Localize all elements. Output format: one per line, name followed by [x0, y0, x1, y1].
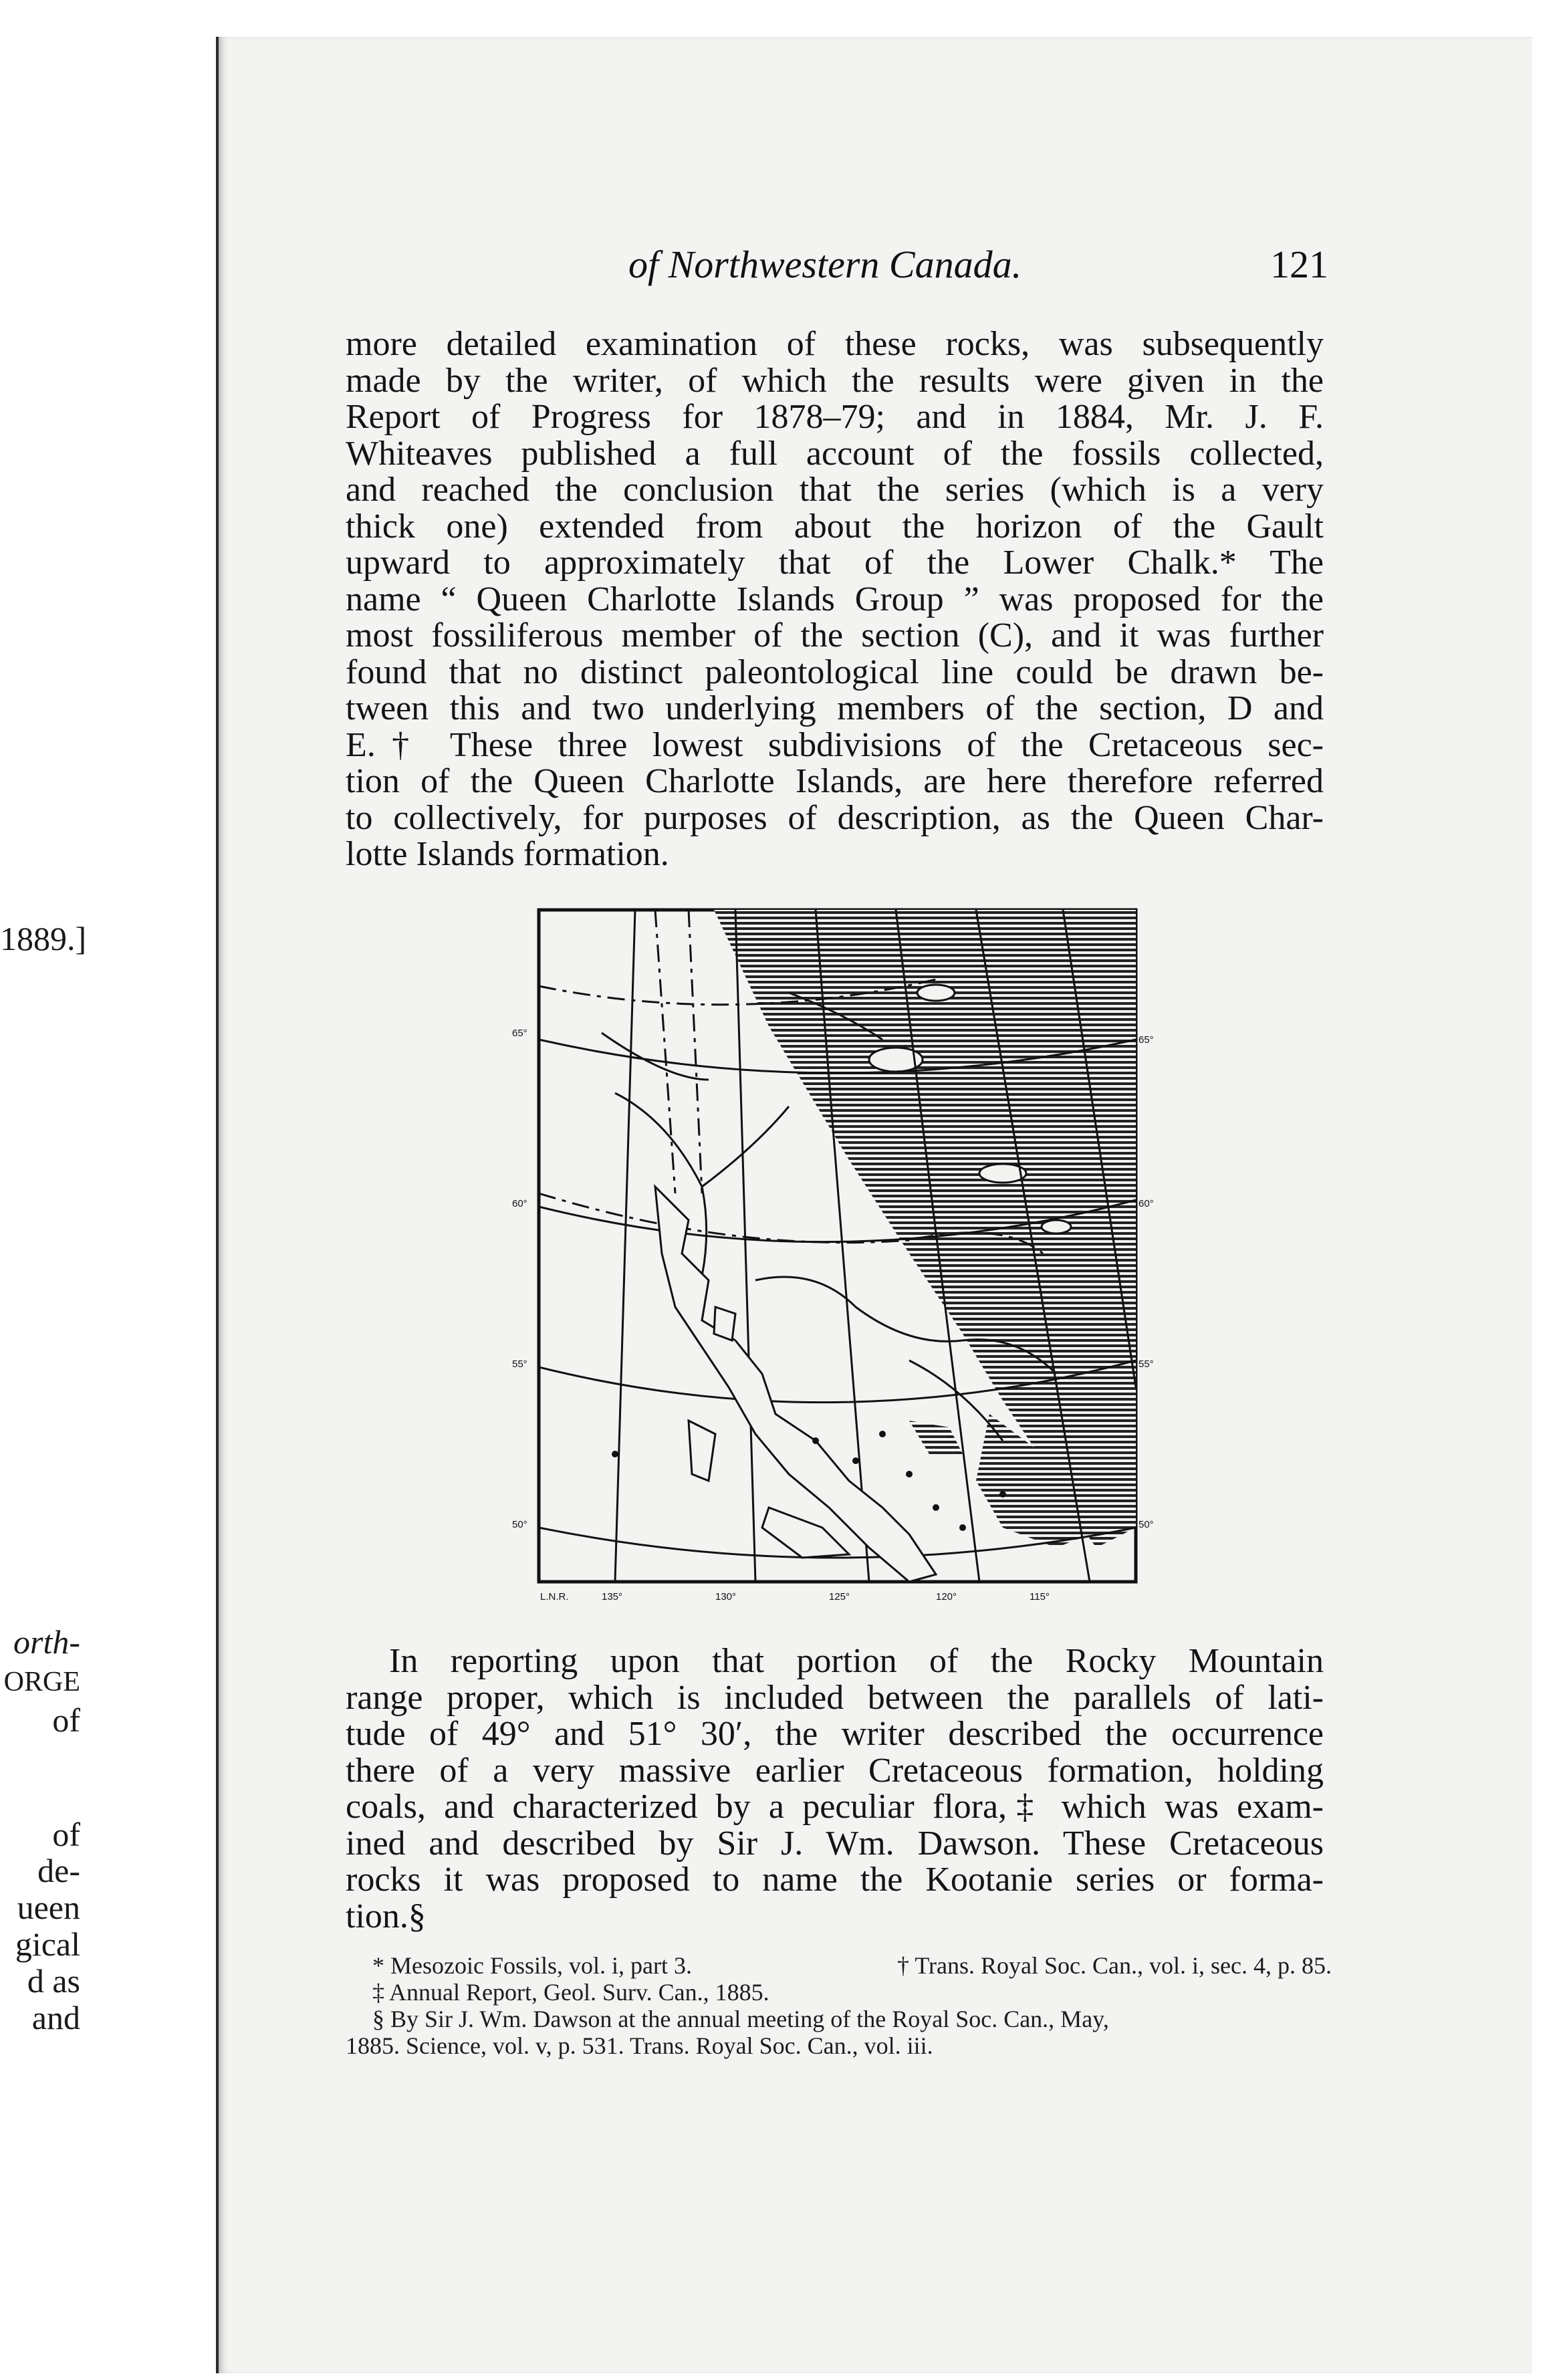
- lat-label-right: 65°: [1138, 1034, 1154, 1046]
- prev-page-fragment: d as: [27, 1962, 80, 2000]
- text-line: name “ Queen Charlotte Islands Group ” was proposed for the: [346, 580, 1324, 618]
- prev-page-fragment: orth-: [13, 1623, 80, 1661]
- lat-label-left: 50°: [512, 1519, 527, 1530]
- text-line: tude of 49° and 51° 30′, the writer described the occurrence: [346, 1715, 1324, 1753]
- text-line: more detailed examination of these rocks, was subsequently: [346, 325, 1324, 363]
- lon-label: 135°: [602, 1591, 623, 1602]
- text-line: E.† These three lowest subdivisions of the Cretaceous sec-: [346, 725, 1324, 764]
- text-line: Whiteaves published a full account of the fossils collected,: [346, 434, 1324, 473]
- paragraph-2: [346, 1643, 1324, 1935]
- text-line: to collectively, for purposes of description, as the Queen Char-: [346, 798, 1324, 837]
- footnote-3: ‡ Annual Report, Geol. Surv. Can., 1885.: [372, 1979, 769, 2006]
- lat-label-right: 55°: [1138, 1358, 1154, 1370]
- text-line: Report of Progress for 1878–79; and in 1884, Mr. J. F.: [346, 398, 1324, 436]
- footnote-2: † Trans. Royal Soc. Can., vol. i, sec. 4, p. 85.: [896, 1952, 1332, 1979]
- lon-label: 120°: [936, 1591, 957, 1602]
- prev-page-fragment: de-: [37, 1852, 80, 1889]
- text-line: made by the writer, of which the results were given in the: [346, 361, 1324, 400]
- running-head: of Northwestern Canada.: [628, 243, 1022, 286]
- text-line: found that no distinct paleontological line could be drawn be-: [346, 652, 1324, 691]
- page-number: 121: [1270, 243, 1328, 286]
- lon-label: L.N.R.: [540, 1591, 569, 1602]
- lon-label: 125°: [829, 1591, 850, 1602]
- prev-page-fragment: and: [31, 1999, 80, 2036]
- text-line: rocks it was proposed to name the Kootanie series or forma-: [346, 1861, 1324, 1899]
- prev-page-fragment: of: [52, 1816, 80, 1853]
- lat-label-left: 65°: [512, 1028, 527, 1039]
- prev-page-fragment: gical: [15, 1925, 80, 1963]
- text-line: thick one) extended from about the horizon of the Gault: [346, 507, 1324, 546]
- prev-page-fragment: of: [52, 1701, 80, 1739]
- prev-page-bracket: 1889.]: [0, 920, 87, 957]
- text-line: tion.§: [346, 1897, 426, 1935]
- footnote-1: * Mesozoic Fossils, vol. i, part 3.: [372, 1952, 692, 1979]
- text-line: upward to approximately that of the Lower Chalk.* The: [346, 544, 1324, 582]
- lat-label-right: 60°: [1138, 1198, 1154, 1209]
- prev-page-fragment: ORGE: [3, 1667, 80, 1697]
- text-line: most fossiliferous member of the section (C), and it was further: [346, 616, 1324, 654]
- text-line: there of a very massive earlier Cretaceous formation, holding: [346, 1751, 1324, 1790]
- text-line: tion of the Queen Charlotte Islands, are here therefore referred: [346, 762, 1324, 800]
- previous-page-margin: [0, 0, 216, 2380]
- lat-label-left: 55°: [512, 1358, 527, 1370]
- text-line: coals, and characterized by a peculiar flora,‡ which was exam-: [346, 1788, 1324, 1826]
- footnotes: [346, 1952, 1332, 2059]
- text-line: lotte Islands formation.: [346, 835, 669, 873]
- text-line: range proper, which is included between the parallels of lati-: [346, 1678, 1324, 1717]
- lat-label-left: 60°: [512, 1198, 527, 1209]
- lat-label-right: 50°: [1138, 1519, 1154, 1530]
- text-line: In reporting upon that portion of the Rocky Mountain: [389, 1642, 1324, 1680]
- text-line: tween this and two underlying members of the section, D and: [346, 689, 1324, 727]
- map-svg: [512, 906, 1154, 1604]
- paragraph-1: [346, 326, 1324, 873]
- footnote-row: [346, 1952, 1332, 1979]
- map-figure: [512, 906, 1154, 1604]
- text-line: and reached the conclusion that the series (which is a very: [346, 471, 1324, 509]
- footnote-4-continued: 1885. Science, vol. v, p. 531. Trans. Royal Soc. Can., vol. iii.: [346, 2032, 933, 2059]
- text-line: ined and described by Sir J. Wm. Dawson. These Cretaceous: [346, 1824, 1324, 1863]
- prev-page-fragment: ueen: [17, 1889, 80, 1926]
- lon-label: 130°: [715, 1591, 737, 1602]
- lon-label: 115°: [1030, 1591, 1050, 1602]
- footnote-4: § By Sir J. Wm. Dawson at the annual meeting of the Royal Soc. Can., May,: [372, 2006, 1109, 2032]
